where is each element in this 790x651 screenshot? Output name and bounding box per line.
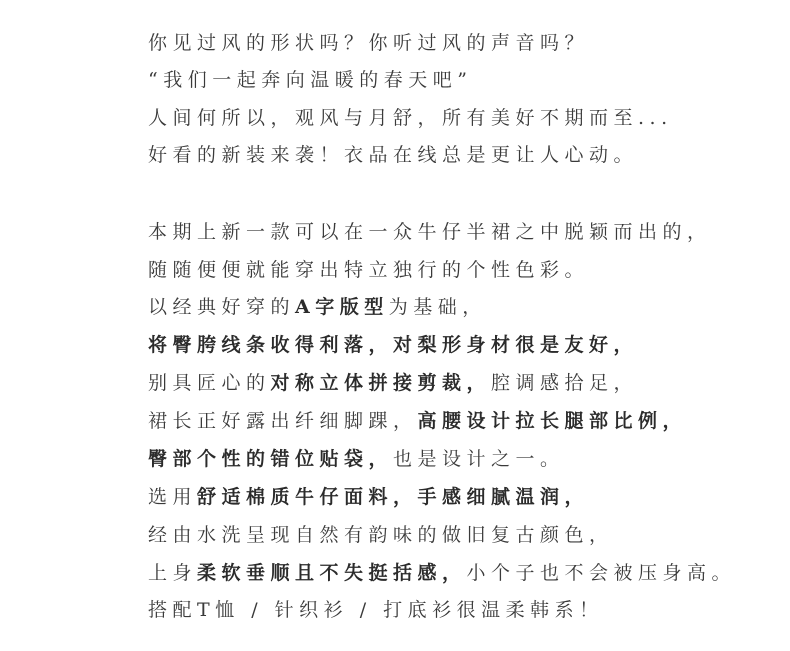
text-line-8: 将臀胯线条收得利落，对梨形身材很是友好， — [148, 334, 639, 356]
text-segment: 小个子也不会被压身高。 — [466, 562, 737, 584]
text-segment: 以经典好穿的 — [148, 296, 296, 318]
emphasis-text: 高腰设计拉长腿部比例， — [417, 410, 688, 432]
text-line-14 — [148, 561, 736, 585]
emphasis-text: A字版型 — [295, 296, 389, 318]
text-line-3: 人间何所以，观风与月舒，所有美好不期而至... — [148, 107, 673, 129]
text-line-9 — [148, 371, 638, 395]
text-line-15: 搭配T恤 / 针织衫 / 打底衫很温柔韩系！ — [148, 599, 604, 621]
text-line-13: 经由水洗呈现自然有韵味的做旧复古颜色， — [148, 524, 614, 546]
text-line-5: 本期上新一款可以在一众牛仔半裙之中脱颖而出的， — [148, 221, 712, 243]
emphasis-text: 柔软垂顺且不失挺括感， — [197, 562, 467, 584]
text-line-4: 好看的新装来袭！衣品在线总是更让人心动。 — [148, 144, 639, 166]
text-line-6: 随随便便就能穿出特立独行的个性色彩。 — [148, 259, 590, 281]
text-line-2: “我们一起奔向温暖的春天吧” — [148, 69, 473, 91]
text-segment: 上身 — [148, 562, 198, 584]
text-line-11 — [148, 447, 565, 471]
text-line-12 — [148, 485, 589, 509]
text-segment: 腔调感拾足， — [491, 372, 639, 394]
text-line-1: 你见过风的形状吗？你听过风的声音吗？ — [148, 32, 590, 54]
emphasis-text: 臀部个性的错位贴袋， — [148, 448, 394, 470]
emphasis-text: 舒适棉质牛仔面料，手感细腻温润， — [197, 486, 590, 508]
text-segment: 别具匠心的 — [148, 372, 271, 394]
text-segment: 也是设计之一。 — [393, 448, 565, 470]
emphasis-text: 对称立体拼接剪裁， — [270, 372, 492, 394]
text-line-7 — [148, 295, 487, 319]
text-segment: 裙长正好露出纤细脚踝， — [148, 410, 418, 432]
text-segment: 为基础， — [388, 296, 487, 318]
text-line-10 — [148, 409, 687, 433]
text-segment: 选用 — [148, 486, 198, 508]
